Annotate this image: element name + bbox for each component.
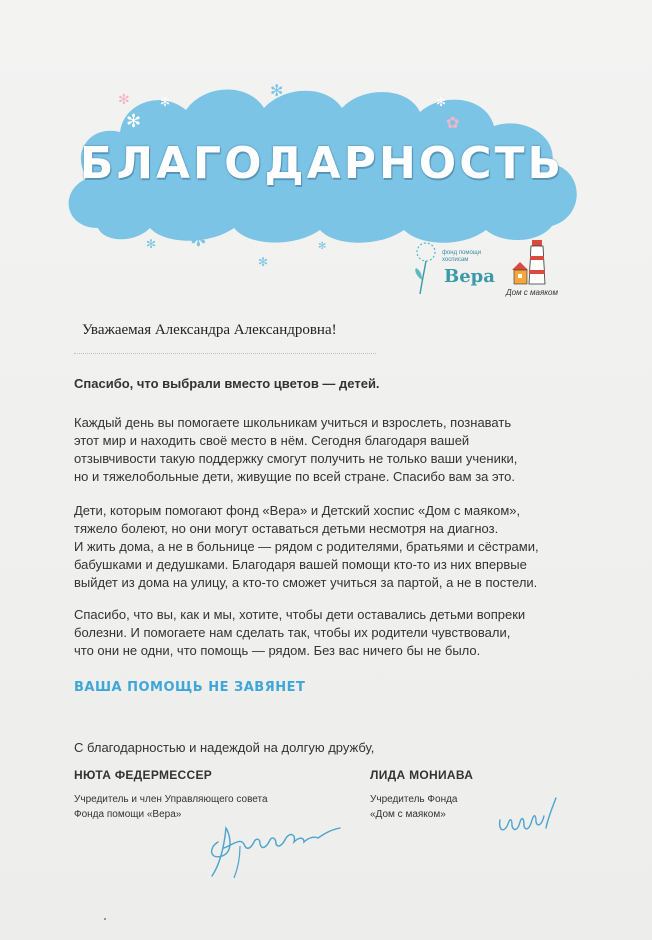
vera-logo-name: Вера xyxy=(444,266,495,287)
signer-role-line: Фонда помощи «Вера» xyxy=(74,809,182,820)
paragraph-line: болезни. И помогаете нам сделать так, чтобы их родители чувствовали, xyxy=(74,625,511,640)
flower-icon: ✻ xyxy=(146,237,157,251)
vera-logo-subtitle xyxy=(442,250,498,264)
paragraph-line: Каждый день вы помогаете школьникам учиться и взрослеть, познавать xyxy=(74,415,512,430)
vera-logo-subtitle-line: хосписам xyxy=(442,257,469,263)
letter-title: БЛАГОДАРНОСТЬ xyxy=(79,138,565,189)
paragraph-line: бабушками и дедушками. Благодаря вашей помощи кто-то из них впервые xyxy=(74,557,527,572)
signer-name: ЛИДА МОНИАВА xyxy=(370,768,474,782)
lead-sentence: Спасибо, что выбрали вместо цветов — детей. xyxy=(74,376,380,391)
paragraph-line: И жить дома, а не в больнице — рядом с родителями, братьями и сёстрами, xyxy=(74,539,539,554)
paragraph-line: тяжело болеют, но они могут оставаться детьми несмотря на диагноз. xyxy=(74,521,499,536)
paper-speck xyxy=(104,918,106,920)
handwritten-signature xyxy=(490,790,570,840)
slogan: ВАША ПОМОЩЬ НЕ ЗАВЯНЕТ xyxy=(74,680,306,695)
paragraph-line: отзывчивости такую поддержку смогут получить не только ваши ученики, xyxy=(74,451,518,466)
flower-icon: ✻ xyxy=(118,91,130,107)
paragraph-line: этот мир и находить своё место в нём. Сегодня благодаря вашей xyxy=(74,433,470,448)
flower-icon: ✻ xyxy=(270,83,284,100)
flower-icon: ✻ xyxy=(258,255,269,269)
vera-logo-subtitle-line: фонд помощи xyxy=(442,250,482,256)
greeting: Уважаемая Александра Александровна! xyxy=(82,322,337,338)
closing-line: С благодарностью и надеждой на долгую дружбу, xyxy=(74,740,375,755)
lighthouse-icon xyxy=(510,236,556,286)
flower-icon: ✻ xyxy=(436,95,447,109)
flower-icon: ✿ xyxy=(446,115,460,132)
flower-icon: ✻ xyxy=(126,111,142,131)
paragraph-3 xyxy=(74,606,604,660)
signer-role-line: Учредитель Фонда xyxy=(370,794,458,805)
paragraph-1 xyxy=(74,414,604,486)
paragraph-line: но и тяжелобольные дети, живущие по всей стране. Спасибо вам за это. xyxy=(74,469,515,484)
paragraph-line: что они не одни, что помощь — рядом. Без вас ничего бы не было. xyxy=(74,643,481,658)
signer-role-line: «Дом с маяком» xyxy=(370,809,446,820)
signer-name: НЮТА ФЕДЕРМЕССЕР xyxy=(74,768,213,782)
divider xyxy=(74,353,376,354)
paragraph-2 xyxy=(74,502,604,592)
paragraph-line: Спасибо, что вы, как и мы, хотите, чтобы дети оставались детьми вопреки xyxy=(74,607,526,622)
signer-role-line: Учредитель и член Управляющего совета xyxy=(74,794,268,805)
paragraph-line: выйдет из дома на улицу, а кто-то сможет учиться за партой, а не в постели. xyxy=(74,575,538,590)
flower-icon: ✻ xyxy=(318,241,327,252)
flower-icon: ✻ xyxy=(392,205,403,219)
lighthouse-logo-caption: Дом с маяком xyxy=(506,288,558,297)
handwritten-signature xyxy=(200,808,360,880)
signer-role xyxy=(370,792,458,822)
flower-icon: ✻ xyxy=(190,229,207,251)
flower-icon: ✻ xyxy=(160,95,171,109)
paragraph-line: Дети, которым помогают фонд «Вера» и Детский хоспис «Дом с маяком», xyxy=(74,503,521,518)
